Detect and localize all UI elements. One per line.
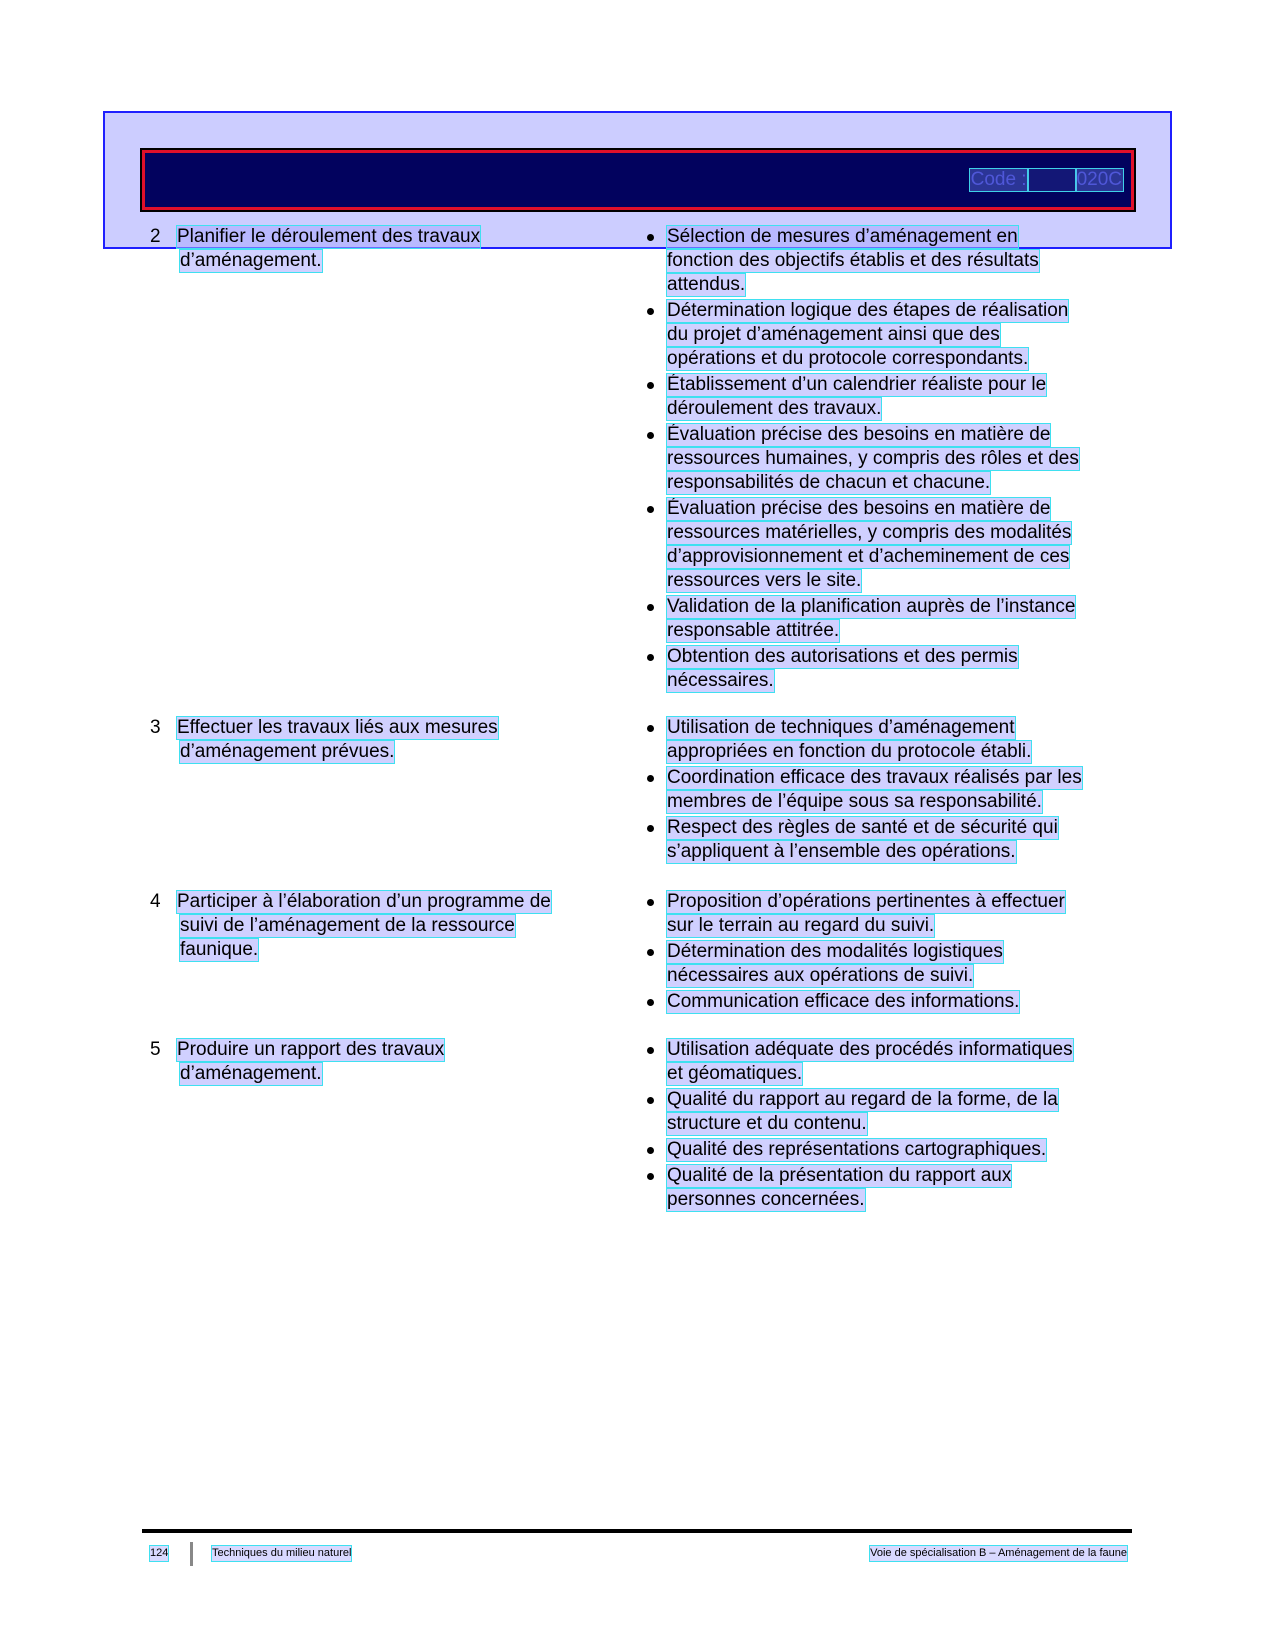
- competency-header-bar: [142, 150, 1134, 210]
- criterion-line: Proposition d’opérations pertinentes à effectuer: [667, 891, 1065, 912]
- bullet-icon: [647, 999, 654, 1006]
- bullet-icon: [647, 604, 654, 611]
- code-value: 020C: [1076, 169, 1122, 190]
- bullet-icon: [647, 1047, 654, 1054]
- criterion-line: Coordination efficace des travaux réalisés par les: [667, 767, 1082, 788]
- criterion-line: fonction des objectifs établis et des résultats: [667, 250, 1039, 271]
- criterion-line: déroulement des travaux.: [667, 398, 882, 419]
- competency-element-line: suivi de l’aménagement de la ressource: [180, 915, 515, 936]
- criterion-line: du projet d’aménagement ainsi que des: [667, 324, 1000, 345]
- bullet-icon: [647, 949, 654, 956]
- criterion-line: Communication efficace des informations.: [667, 991, 1020, 1012]
- criterion-line: Utilisation de techniques d’aménagement: [667, 717, 1015, 738]
- criterion-line: ressources vers le site.: [667, 570, 862, 591]
- bullet-icon: [647, 1097, 654, 1104]
- criterion-line: Qualité des représentations cartographiques.: [667, 1139, 1047, 1160]
- bullet-icon: [647, 308, 654, 315]
- criterion-line: ressources matérielles, y compris des modalités: [667, 522, 1072, 543]
- code-label: Code :: [970, 169, 1027, 190]
- criterion-line: Évaluation précise des besoins en matière de: [667, 424, 1051, 445]
- bullet-icon: [647, 654, 654, 661]
- competency-element-line: Participer à l’élaboration d’un programme de: [177, 891, 551, 912]
- competency-element-line: Produire un rapport des travaux: [177, 1039, 445, 1060]
- criterion-line: appropriées en fonction du protocole établi.: [667, 741, 1032, 762]
- criterion-line: Détermination des modalités logistiques: [667, 941, 1003, 962]
- criterion-line: sur le terrain au regard du suivi.: [667, 915, 935, 936]
- footer-left-text: Techniques du milieu naturel: [212, 1547, 352, 1559]
- bullet-icon: [647, 432, 654, 439]
- competency-element-line: d’aménagement.: [180, 250, 322, 271]
- criterion-line: Établissement d’un calendrier réaliste pour le: [667, 374, 1047, 395]
- bullet-icon: [647, 825, 654, 832]
- criterion-line: Utilisation adéquate des procédés informatiques: [667, 1039, 1073, 1060]
- criterion-line: ressources humaines, y compris des rôles et des: [667, 448, 1079, 469]
- bullet-icon: [647, 775, 654, 782]
- criterion-line: s’appliquent à l’ensemble des opérations.: [667, 841, 1016, 862]
- row-number: 4: [150, 891, 161, 912]
- footer-rule: [142, 1529, 1132, 1533]
- criterion-line: Validation de la planification auprès de l’instance: [667, 596, 1076, 617]
- criterion-line: Qualité de la présentation du rapport aux: [667, 1165, 1012, 1186]
- criterion-line: responsable attitrée.: [667, 620, 840, 641]
- competency-element-line: Effectuer les travaux liés aux mesures: [177, 717, 498, 738]
- competency-code: [970, 169, 1123, 191]
- criterion-line: structure et du contenu.: [667, 1113, 867, 1134]
- bullet-icon: [647, 234, 654, 241]
- criterion-line: nécessaires.: [667, 670, 774, 691]
- code-spacer: [1028, 169, 1076, 191]
- criterion-line: Qualité du rapport au regard de la forme, de la: [667, 1089, 1058, 1110]
- bullet-icon: [647, 725, 654, 732]
- criterion-line: Évaluation précise des besoins en matière de: [667, 498, 1051, 519]
- competency-element-line: d’aménagement prévues.: [180, 741, 395, 762]
- criterion-line: opérations et du protocole correspondants.: [667, 348, 1029, 369]
- criterion-line: Respect des règles de santé et de sécurité qui: [667, 817, 1058, 838]
- bullet-icon: [647, 382, 654, 389]
- criterion-line: d’approvisionnement et d’acheminement de ces: [667, 546, 1070, 567]
- footer-separator: [190, 1542, 193, 1566]
- row-number: 2: [150, 226, 161, 247]
- footer-page-number: 124: [150, 1547, 169, 1559]
- bullet-icon: [647, 899, 654, 906]
- row-number: 5: [150, 1039, 161, 1060]
- criterion-line: Obtention des autorisations et des permis: [667, 646, 1018, 667]
- bullet-icon: [647, 1147, 654, 1154]
- criterion-line: Sélection de mesures d’aménagement en: [667, 226, 1018, 247]
- competency-element-line: Planifier le déroulement des travaux: [177, 226, 481, 247]
- criterion-line: nécessaires aux opérations de suivi.: [667, 965, 974, 986]
- criterion-line: personnes concernées.: [667, 1189, 865, 1210]
- criterion-line: membres de l’équipe sous sa responsabilité.: [667, 791, 1042, 812]
- competency-element-line: d’aménagement.: [180, 1063, 322, 1084]
- criterion-line: et géomatiques.: [667, 1063, 803, 1084]
- bullet-icon: [647, 1173, 654, 1180]
- criterion-line: Détermination logique des étapes de réalisation: [667, 300, 1069, 321]
- footer-right-text: Voie de spécialisation B – Aménagement de la faune: [870, 1547, 1127, 1559]
- bullet-icon: [647, 506, 654, 513]
- competency-element-line: faunique.: [180, 939, 259, 960]
- criterion-line: responsabilités de chacun et chacune.: [667, 472, 991, 493]
- criterion-line: attendus.: [667, 274, 746, 295]
- row-number: 3: [150, 717, 161, 738]
